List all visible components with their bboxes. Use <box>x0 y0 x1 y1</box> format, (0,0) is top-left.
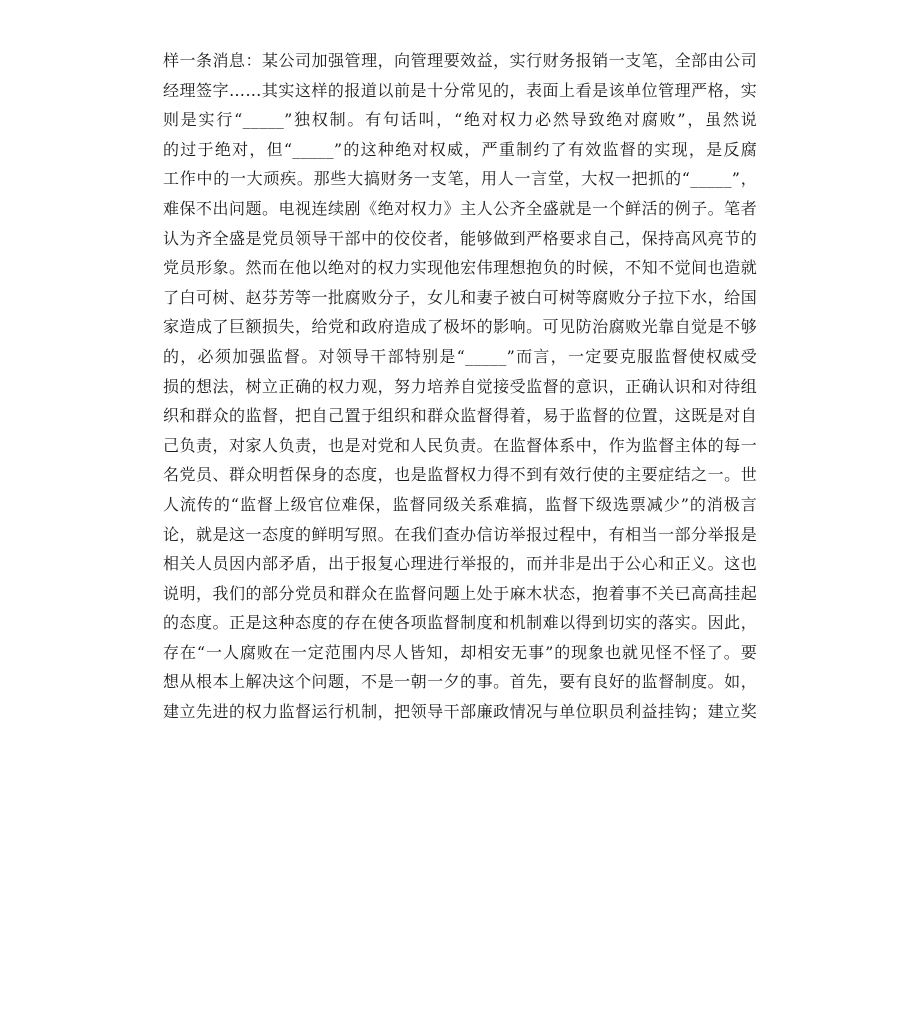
text-line: 人流传的“监督上级官位难保，监督同级关系难搞，监督下级选票减少”的消极言 <box>163 494 757 514</box>
text-line: 想从根本上解决这个问题，不是一朝一夕的事。首先，要有良好的监督制度。如， <box>163 672 757 692</box>
text-line: 名党员、群众明哲保身的态度，也是监督权力得不到有效行使的主要症结之一。世 <box>163 465 757 485</box>
text-line: 家造成了巨额损失，给党和政府造成了极坏的影响。可见防治腐败光靠自觉是不够 <box>163 317 757 337</box>
text-line: 样一条消息：某公司加强管理，向管理要效益，实行财务报销一支笔，全部由公司 <box>163 51 757 70</box>
text-line: 认为齐全盛是党员领导干部中的佼佼者，能够做到严格要求自己，保持高风亮节的 <box>163 228 757 248</box>
text-line: 难保不出问题。电视连续剧《绝对权力》主人公齐全盛就是一个鲜活的例子。笔者 <box>163 198 757 218</box>
text-line: 经理签字……其实这样的报道以前是十分常见的，表面上看是该单位管理严格，实 <box>163 80 757 100</box>
text-line: 则是实行“_____”独权制。有句话叫，“绝对权力必然导致绝对腐败”，虽然说 <box>163 110 757 130</box>
text-line: 织和群众的监督，把自己置于组织和群众监督得着，易于监督的位置，这既是对自 <box>163 406 757 426</box>
text-line: 建立先进的权力监督运行机制，把领导干部廉政情况与单位职员利益挂钩；建立奖 <box>163 702 757 722</box>
text-line: 党员形象。然而在他以绝对的权力实现他宏伟理想抱负的时候，不知不觉间也造就 <box>163 258 757 278</box>
text-line: 论，就是这一态度的鲜明写照。在我们查办信访举报过程中，有相当一部分举报是 <box>163 524 757 544</box>
text-line: 的，必须加强监督。对领导干部特别是“_____”而言，一定要克服监督使权威受 <box>163 346 757 366</box>
text-line: 工作中的一大顽疾。那些大搞财务一支笔，用人一言堂，大权一把抓的“_____”， <box>163 169 757 189</box>
text-line: 己负责，对家人负责，也是对党和人民负责。在监督体系中，作为监督主体的每一 <box>163 435 757 455</box>
text-line: 了白可树、赵芬芳等一批腐败分子，女儿和妻子被白可树等腐败分子拉下水，给国 <box>163 287 757 307</box>
text-line: 存在“一人腐败在一定范围内尽人皆知，却相安无事”的现象也就见怪不怪了。要 <box>163 642 757 662</box>
text-line: 的过于绝对，但“_____”的这种绝对权威，严重制约了有效监督的实现，是反腐 <box>163 139 757 159</box>
document-body <box>163 46 757 727</box>
text-line: 的态度。正是这种态度的存在使各项监督制度和机制难以得到切实的落实。因此， <box>163 613 757 633</box>
text-line: 说明，我们的部分党员和群众在监督问题上处于麻木状态，抱着事不关已高高挂起 <box>163 583 757 603</box>
text-line: 相关人员因内部矛盾，出于报复心理进行举报的，而并非是出于公心和正义。这也 <box>163 554 757 574</box>
text-line: 损的想法，树立正确的权力观，努力培养自觉接受监督的意识，正确认识和对待组 <box>163 376 757 396</box>
